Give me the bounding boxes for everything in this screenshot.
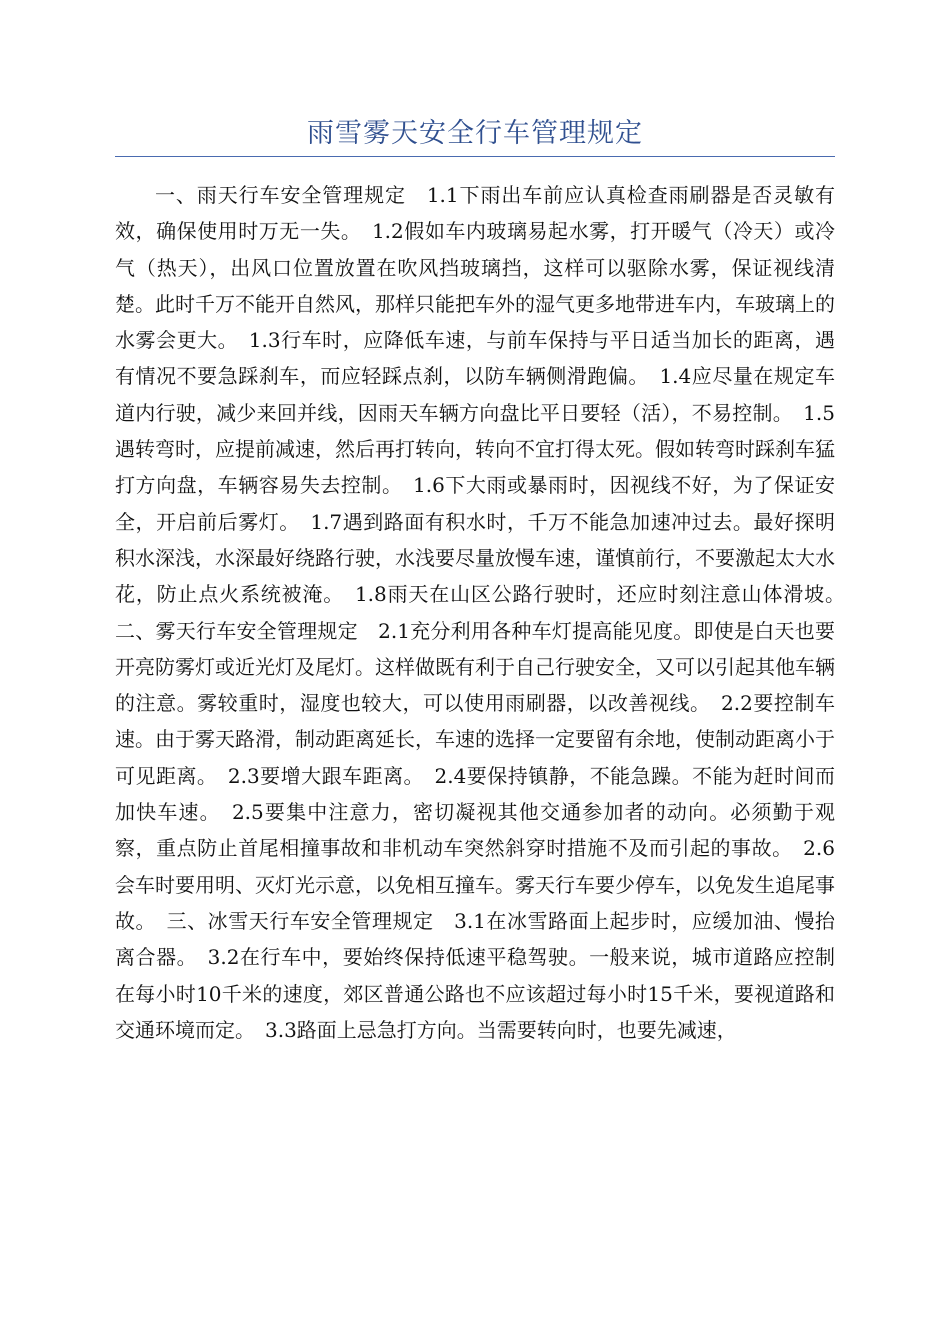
title-underline — [115, 156, 835, 157]
document-title: 雨雪雾天安全行车管理规定 — [307, 118, 643, 149]
document-body-paragraph: 一、雨天行车安全管理规定 1.1下雨出车前应认真检查雨刷器是否灵敏有效，确保使用时万无一失。 1.2假如车内玻璃易起水雾，打开暖气（冷天）或冷气（热天），出风口位置放置在吹风挡玻璃挡，这样可以驱除水雾，保证视线清楚。此时千万不能开自然风，那样只能把车外的湿气更多地带进车内，车玻璃上的水雾会更大。 1.3行车时，应降低车速，与前车保持与平日适当加长的距离，遇有情况不要急踩刹车，而应轻踩点刹，以防车辆侧滑跑偏。 1.4应尽量在规定车道内行驶，减少来回并线，因雨天车辆方向盘比平日要轻（活），不易控制。 1.5遇转弯时，应提前减速，然后再打转向，转向不宜打得太死。假如转弯时踩刹车猛打方向盘，车辆容易失去控制。 1.6下大雨或暴雨时，因视线不好，为了保证安全，开启前后雾灯。 1.7遇到路面有积水时，千万不能急加速冲过去。最好探明积水深浅，水深最好绕路行驶，水浅要尽量放慢车速，谨慎前行，不要激起太大水花，防止点火系统被淹。 1.8雨天在山区公路行驶时，还应时刻注意山体滑坡。 二、雾天行车安全管理规定 2.1充分利用各种车灯提高能见度。即使是白天也要开亮防雾灯或近光灯及尾灯。这样做既有利于自己行驶安全，又可以引起其他车辆的注意。雾较重时，湿度也较大，可以使用雨刷器，以改善视线。 2.2要控制车速。由于雾天路滑，制动距离延长，车速的选择一定要留有余地，使制动距离小于可见距离。 2.3要增大跟车距离。 2.4要保持镇静，不能急躁。不能为赶时间而加快车速。 2.5要集中注意力，密切凝视其他交通参加者的动向。必须勤于观察，重点防止首尾相撞事故和非机动车突然斜穿时措施不及而引起的事故。 2.6会车时要用明、灭灯光示意，以免相互撞车。雾天行车要少停车，以免发生追尾事故。 三、冰雪天行车安全管理规定 3.1在冰雪路面上起步时，应缓加油、慢抬离合器。 3.2在行车中，要始终保持低速平稳驾驶。一般来说，城市道路应控制在每小时10千米的速度，郊区普通公路也不应该超过每小时15千米，要视道路和交通环境而定。 3.3路面上忌急打方向。当需要转向时，也要先减速， — [115, 183, 855, 1042]
